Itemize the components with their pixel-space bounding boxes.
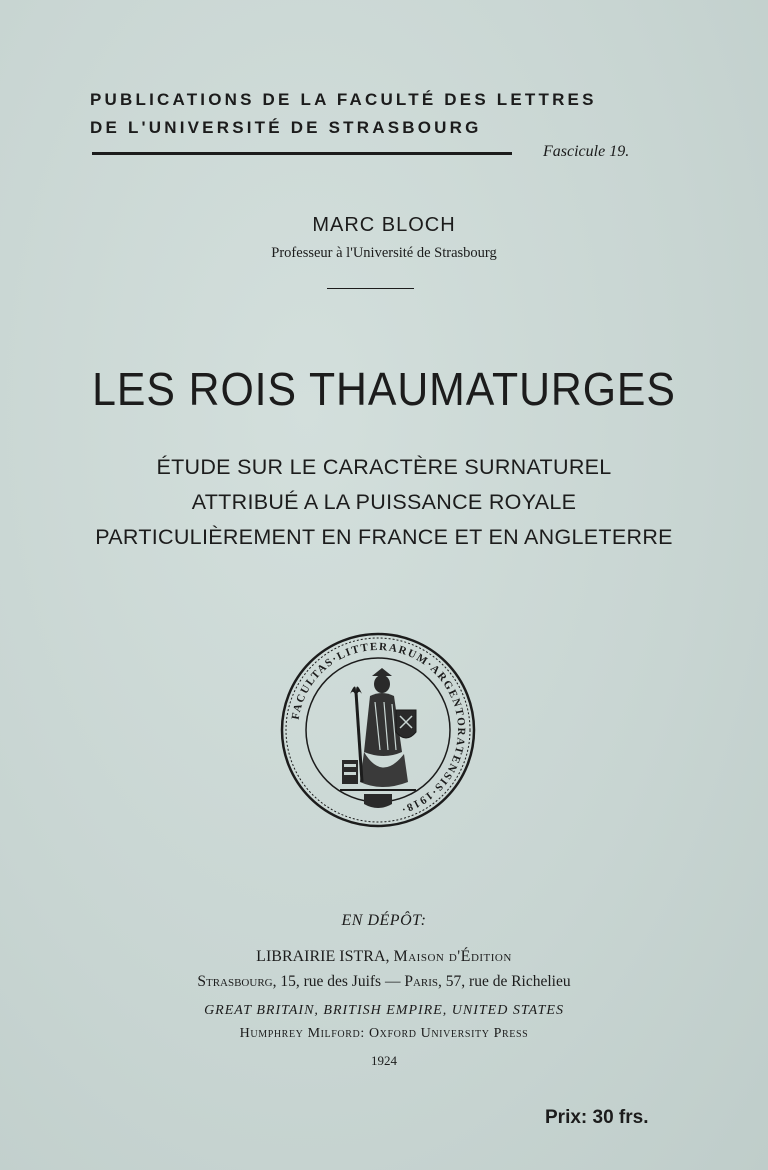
series-line-2: DE L'UNIVERSITÉ DE STRASBOURG [90,118,482,137]
top-rule [92,152,512,155]
price: Prix: 30 frs. [545,1107,649,1128]
address-paris: 57, rue de Richelieu [445,973,571,990]
subtitle-line-2: ATTRIBUÉ A LA PUISSANCE ROYALE [191,490,577,514]
publication-year: 1924 [371,1053,397,1068]
distributor-line [0,1026,768,1042]
publisher-line [0,948,768,966]
fascicule-number: Fascicule 19. [543,143,630,160]
svg-text:FACULTAS·LITTERARUM·ARGENTORAT: FACULTAS·LITTERARUM·ARGENTORATENSIS·1918· [289,640,468,816]
author-role: Professeur à l'Université de Strasbourg [271,245,497,261]
depot-label: EN DÉPÔT: [341,912,427,929]
international-distribution: GREAT BRITAIN, BRITISH EMPIRE, UNITED STATES [204,1003,564,1018]
series-line-1: PUBLICATIONS DE LA FACULTÉ DES LETTRES [90,90,597,109]
subtitle-line-1: ÉTUDE SUR LE CARACTÈRE SURNATUREL [156,455,612,479]
book-title: LES ROIS THAUMATURGES [92,363,676,415]
city-strasbourg: Strasbourg, [197,973,277,990]
subtitle-line-3: PARTICULIÈREMENT EN FRANCE ET EN ANGLETERRE [95,525,673,549]
distributor-press: Oxford University Press [368,1026,529,1041]
divider-rule [327,288,414,289]
city-paris: Paris, [404,973,442,990]
distributor-name: Humphrey Milford [239,1026,361,1041]
address-strasbourg: 15, rue des Juifs — [280,973,405,990]
address-line [0,973,768,991]
author-name: MARC BLOCH [312,214,456,236]
distributor-separator: : [360,1026,369,1041]
publisher-house: Maison d'Édition [393,948,512,965]
university-seal-icon [280,632,476,828]
publisher-name: LIBRAIRIE ISTRA, [256,948,390,965]
